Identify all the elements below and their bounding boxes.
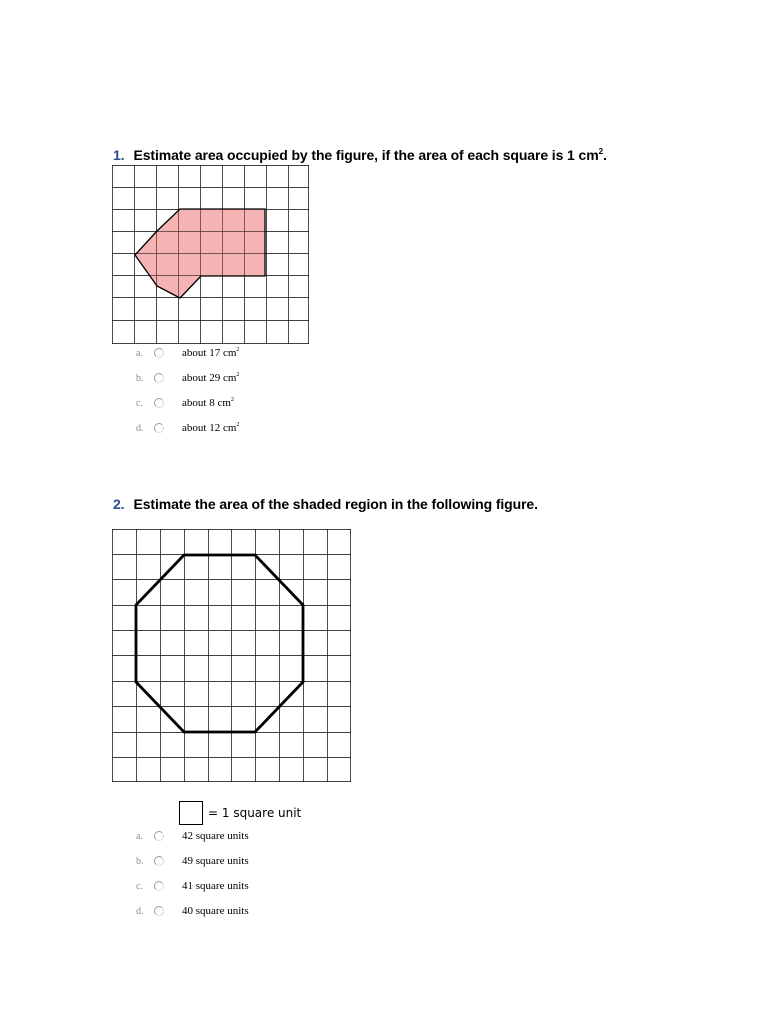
option-label: about 29 cm (182, 372, 237, 384)
radio-button[interactable] (154, 906, 164, 916)
option-letter: b. (136, 372, 144, 384)
superscript: 2 (598, 147, 603, 156)
option-label: about 8 cm (182, 397, 231, 409)
option-text (182, 397, 234, 409)
question-text: Estimate area occupied by the figure, if the area of each square is 1 cm (133, 147, 599, 163)
question-1-title (113, 147, 607, 163)
question-1-figure (112, 165, 310, 345)
option-letter: c. (136, 397, 143, 409)
option-2b[interactable] (136, 853, 249, 869)
radio-button[interactable] (154, 348, 164, 358)
radio-button[interactable] (154, 881, 164, 891)
option-letter: a. (136, 830, 143, 842)
question-number: 1. (113, 147, 125, 163)
option-1d[interactable] (136, 420, 239, 436)
option-2d[interactable] (136, 903, 249, 919)
radio-button[interactable] (154, 373, 164, 383)
superscript: 2 (236, 347, 240, 353)
option-1a[interactable] (136, 345, 239, 361)
radio-button[interactable] (154, 831, 164, 841)
grid-lines (112, 529, 351, 782)
option-letter: a. (136, 347, 143, 359)
option-2c[interactable] (136, 878, 249, 894)
unit-square-icon (179, 801, 203, 825)
radio-button[interactable] (154, 423, 164, 433)
unit-legend (179, 801, 301, 825)
option-label: about 12 cm (182, 422, 237, 434)
option-text: 49 square units (182, 855, 249, 867)
option-text (182, 422, 239, 434)
option-letter: c. (136, 880, 143, 892)
option-text: 41 square units (182, 880, 249, 892)
option-text (182, 372, 239, 384)
option-text: 40 square units (182, 905, 249, 917)
option-text: 42 square units (182, 830, 249, 842)
question-end: . (602, 147, 607, 163)
superscript: 2 (236, 372, 240, 378)
option-1c[interactable] (136, 395, 234, 411)
option-1b[interactable] (136, 370, 239, 386)
legend-text: = 1 square unit (208, 806, 302, 820)
octagon-shape (136, 555, 303, 732)
question-text: Estimate the area of the shaded region in the following figure. (133, 496, 538, 512)
option-letter: d. (136, 905, 144, 917)
radio-button[interactable] (154, 856, 164, 866)
question-2-title (113, 496, 538, 512)
question-2-figure (112, 529, 352, 783)
option-letter: d. (136, 422, 144, 434)
option-2a[interactable] (136, 828, 249, 844)
question-number: 2. (113, 496, 125, 512)
option-label: about 17 cm (182, 347, 237, 359)
radio-button[interactable] (154, 398, 164, 408)
option-letter: b. (136, 855, 144, 867)
superscript: 2 (230, 397, 234, 403)
option-text (182, 347, 239, 359)
superscript: 2 (236, 422, 240, 428)
